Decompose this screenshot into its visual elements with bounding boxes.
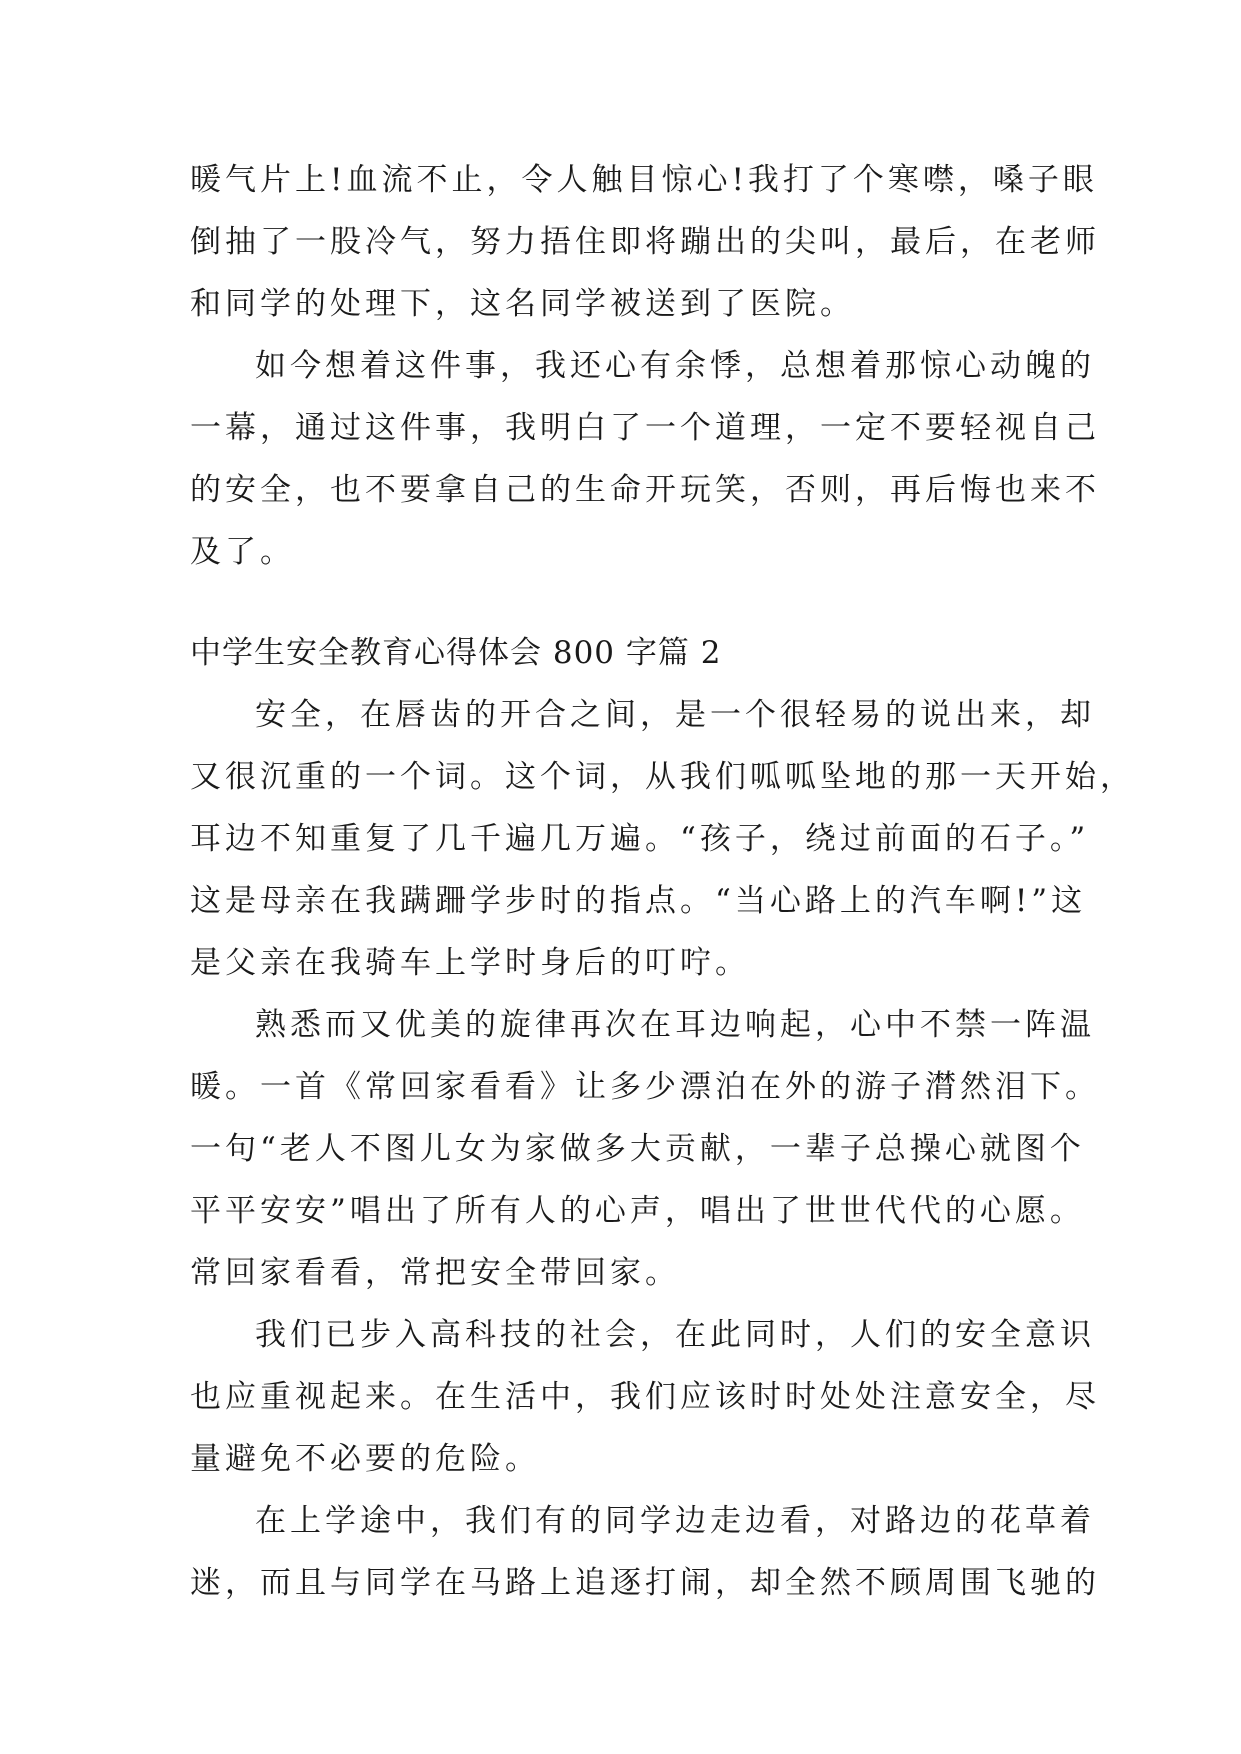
text-line: 及了。	[190, 534, 295, 570]
text-line: 这是母亲在我蹒跚学步时的指点。“当心路上的汽车啊!”这	[190, 883, 1087, 919]
text-line: 又很沉重的一个词。这个词，从我们呱呱坠地的那一天开始，	[190, 759, 1135, 795]
text-line: 倒抽了一股冷气，努力捂住即将蹦出的尖叫，最后，在老师	[190, 224, 1100, 260]
text-line: 平平安安”唱出了所有人的心声，唱出了世世代代的心愿。	[190, 1193, 1085, 1229]
paragraph-first-line: 在上学途中，我们有的同学边走边看，对路边的花草着	[255, 1503, 1095, 1539]
text-line: 量避免不必要的危险。	[190, 1441, 540, 1477]
text-line: 耳边不知重复了几千遍几万遍。“孩子，绕过前面的石子。”	[190, 821, 1090, 857]
text-line: 一幕，通过这件事，我明白了一个道理，一定不要轻视自己	[190, 410, 1100, 446]
text-line: 一句“老人不图儿女为家做多大贡献，一辈子总操心就图个	[190, 1131, 1085, 1167]
text-line: 暖气片上!血流不止，令人触目惊心!我打了个寒噤，嗓子眼	[190, 162, 1098, 198]
paragraph-first-line: 安全，在唇齿的开合之间，是一个很轻易的说出来，却	[255, 697, 1095, 733]
text-line: 迷，而且与同学在马路上追逐打闹，却全然不顾周围飞驰的	[190, 1565, 1100, 1601]
text-line: 是父亲在我骑车上学时身后的叮咛。	[190, 945, 750, 981]
text-line: 和同学的处理下，这名同学被送到了医院。	[190, 286, 855, 322]
paragraph-first-line: 熟悉而又优美的旋律再次在耳边响起，心中不禁一阵温	[255, 1007, 1095, 1043]
text-line: 的安全，也不要拿自己的生命开玩笑，否则，再后悔也来不	[190, 472, 1100, 508]
text-line: 暖。一首《常回家看看》让多少漂泊在外的游子潸然泪下。	[190, 1069, 1100, 1105]
paragraph-first-line: 如今想着这件事，我还心有余悸，总想着那惊心动魄的	[255, 348, 1095, 384]
text-line: 常回家看看，常把安全带回家。	[190, 1255, 680, 1291]
section-heading: 中学生安全教育心得体会 800 字篇 2	[190, 635, 722, 671]
text-line: 也应重视起来。在生活中，我们应该时时处处注意安全，尽	[190, 1379, 1100, 1415]
paragraph-first-line: 我们已步入高科技的社会，在此同时，人们的安全意识	[255, 1317, 1095, 1353]
